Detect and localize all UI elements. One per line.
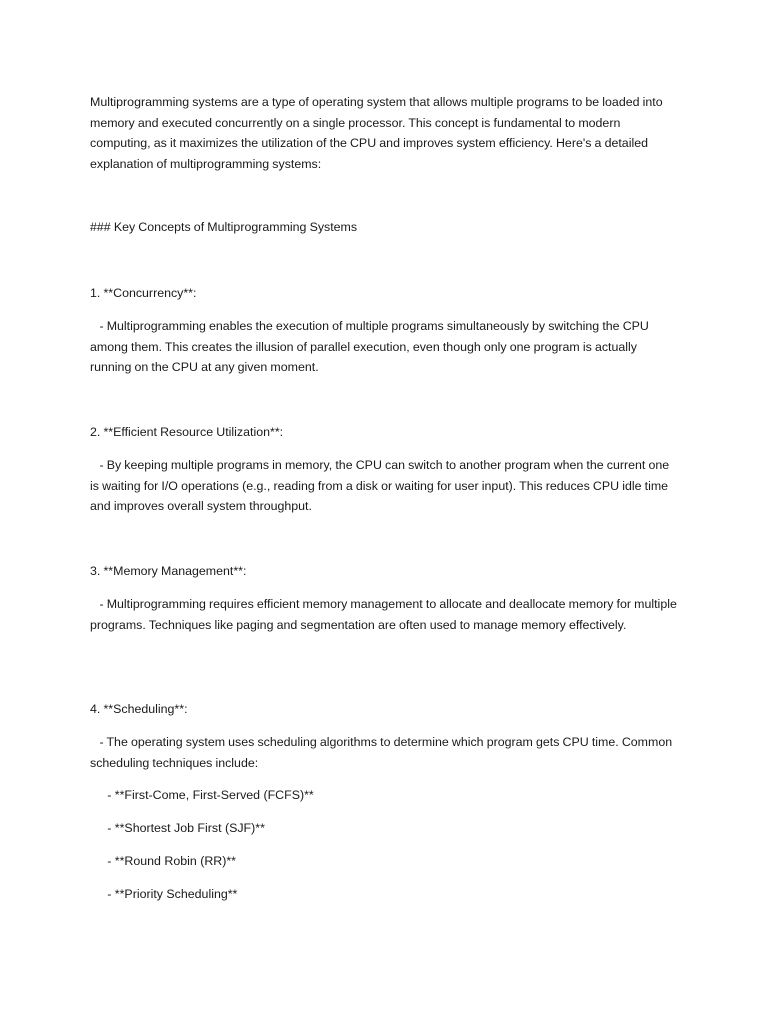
item-3-body: - Multiprogramming requires efficient memory management to allocate and deallocate memory for multiple programs. Techniques like paging and segmentation are often used to manage memory effectively. bbox=[90, 597, 681, 632]
intro-paragraph: Multiprogramming systems are a type of operating system that allows multiple programs to be loaded into memory and executed concurrently on a single processor. This concept is fundamental to modern computing, as it maximizes the utilization of the CPU and improves system efficiency. Here's a detailed explanation of multiprogramming systems: bbox=[90, 95, 663, 171]
list-item: - **Priority Scheduling** bbox=[90, 887, 238, 901]
item-2-title: 2. **Efficient Resource Utilization**: bbox=[90, 425, 284, 439]
item-2-body: - By keeping multiple programs in memory, the CPU can switch to another program when the current one is waiting for I/O operations (e.g., reading from a disk or waiting for user input). This reduces CPU idle time and improves overall system throughput. bbox=[90, 458, 673, 513]
section-heading: ### Key Concepts of Multiprogramming Systems bbox=[90, 220, 358, 234]
item-4-title: 4. **Scheduling**: bbox=[90, 702, 188, 716]
list-item: - **First-Come, First-Served (FCFS)** bbox=[90, 788, 314, 802]
item-1-body: - Multiprogramming enables the execution of multiple programs simultaneously by switching the CPU among them. This creates the illusion of parallel execution, even though only one program is actually running on the CPU at any given moment. bbox=[90, 319, 653, 374]
item-4-body: - The operating system uses scheduling algorithms to determine which program gets CPU time. Common scheduling techniques include: bbox=[90, 735, 676, 770]
item-3-title: 3. **Memory Management**: bbox=[90, 564, 247, 578]
list-item: - **Round Robin (RR)** bbox=[90, 854, 236, 868]
list-item: - **Shortest Job First (SJF)** bbox=[90, 821, 265, 835]
item-1-title: 1. **Concurrency**: bbox=[90, 286, 197, 300]
